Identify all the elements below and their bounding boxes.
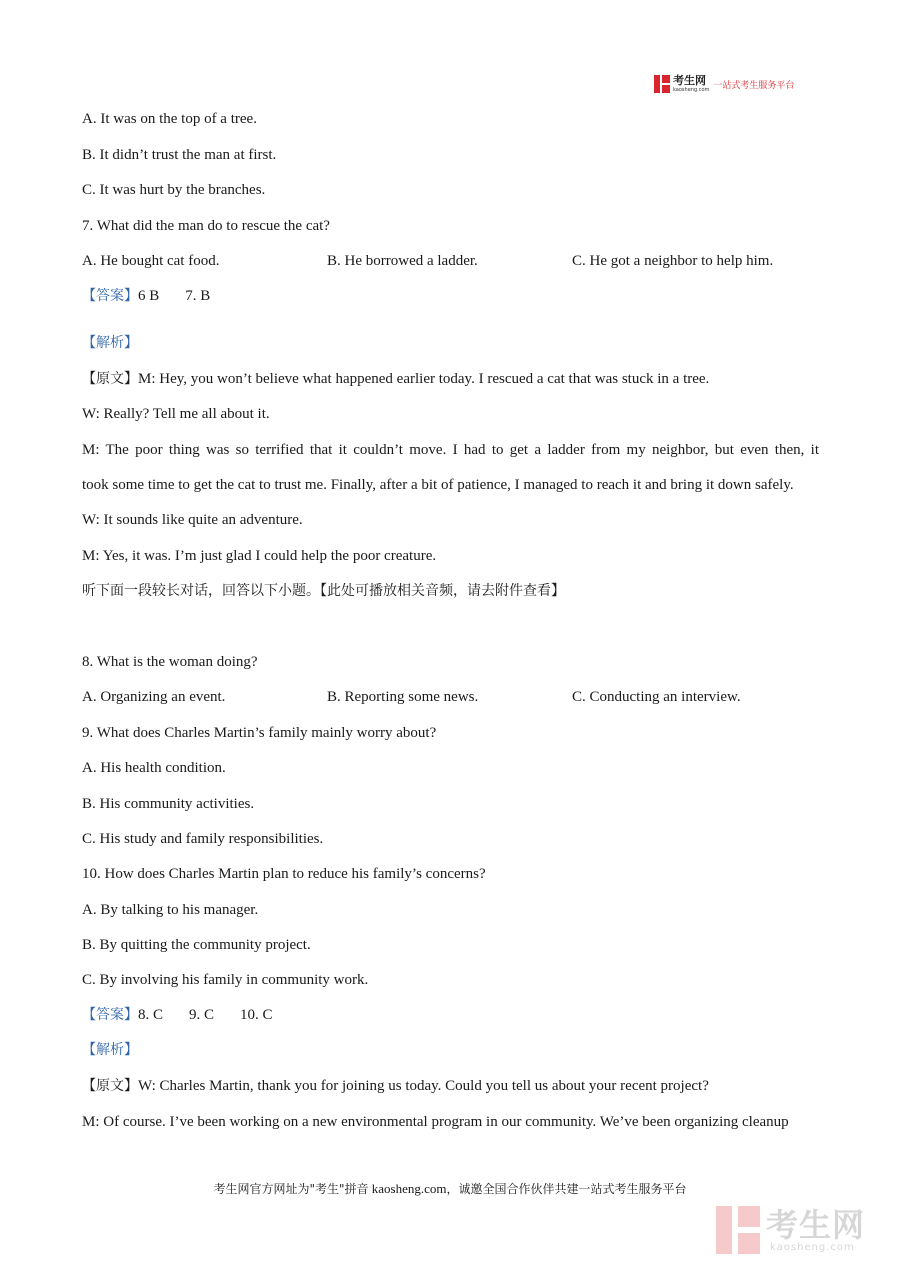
q6-option-c: C. It was hurt by the branches.: [82, 182, 266, 198]
watermark: [716, 1206, 886, 1256]
q8-option-b: B. Reporting some news.: [327, 689, 479, 705]
watermark-url: kaosheng.com: [770, 1242, 855, 1253]
answer-value: 8. C: [138, 1007, 164, 1023]
watermark-name: 考生网: [766, 1206, 866, 1244]
answer-value: 7. B: [185, 288, 211, 304]
listening-instruction: 听下面一段较长对话，回答以下小题。【此处可播放相关音频，请去附件查看】: [82, 583, 565, 599]
answer-line-2: [82, 1005, 273, 1025]
transcript-text: M: Hey, you won’t believe what happened earlier today. I rescued a cat that was stuck in a tree.: [138, 371, 710, 387]
q7-option-a: A. He bought cat food.: [82, 253, 220, 269]
answer-tag: 【答案】: [82, 288, 138, 304]
q7-question: 7. What did the man do to rescue the cat?: [82, 218, 330, 234]
kaosheng-logo-icon: [654, 75, 670, 93]
answer-tag: 【答案】: [82, 1007, 138, 1023]
q9-option-a: A. His health condition.: [82, 760, 226, 776]
q9-option-c: C. His study and family responsibilities.: [82, 831, 324, 847]
transcript-tag: 【原文】: [82, 371, 138, 387]
q9-option-b: B. His community activities.: [82, 796, 255, 812]
transcript-line: [82, 1076, 709, 1096]
q8-question: 8. What is the woman doing?: [82, 654, 258, 670]
page-footer: [0, 1180, 900, 1198]
q8-option-c: C. Conducting an interview.: [572, 689, 741, 705]
footer-text: ，诚邀全国合作伙伴共建一站式考生服务平台: [446, 1182, 687, 1196]
q7-option-b: B. He borrowed a ladder.: [327, 253, 478, 269]
answer-value: 10. C: [240, 1007, 273, 1023]
footer-text: 考生网官方网址为"考生"拼音: [213, 1182, 369, 1196]
logo-url: kaosheng.com: [673, 87, 710, 93]
analysis-tag-2: 【解析】: [82, 1042, 138, 1058]
transcript-line: M: The poor thing was so terrified that it couldn’t move. I had to get a ladder from my neighbor, but even then, it: [82, 442, 819, 458]
transcript-tag: 【原文】: [82, 1078, 138, 1094]
q9-question: 9. What does Charles Martin’s family mainly worry about?: [82, 725, 437, 741]
q10-question: 10. How does Charles Martin plan to reduce his family’s concerns?: [82, 866, 486, 882]
transcript-line: [82, 369, 709, 389]
transcript-line: M: Of course. I’ve been working on a new environmental program in our community. We’ve been organizing cleanup: [82, 1114, 789, 1130]
transcript-line: W: It sounds like quite an adventure.: [82, 512, 303, 528]
answer-line-1: [82, 286, 210, 306]
answer-value: 6 B: [138, 288, 160, 304]
q7-option-c: C. He got a neighbor to help him.: [572, 253, 774, 269]
analysis-tag-1: 【解析】: [82, 335, 138, 351]
header-logo: [654, 74, 794, 94]
q10-option-c: C. By involving his family in community work.: [82, 972, 369, 988]
footer-url: kaosheng.com: [368, 1181, 447, 1196]
transcript-line: M: Yes, it was. I’m just glad I could help the poor creature.: [82, 548, 437, 564]
transcript-text: W: Charles Martin, thank you for joining us today. Could you tell us about your recent project?: [138, 1078, 709, 1094]
q10-option-a: A. By talking to his manager.: [82, 902, 259, 918]
logo-slogan: 一站式考生服务平台: [713, 80, 795, 91]
q6-option-a: A. It was on the top of a tree.: [82, 111, 257, 127]
q8-option-a: A. Organizing an event.: [82, 689, 226, 705]
logo-name: 考生网: [673, 74, 706, 87]
q6-option-b: B. It didn’t trust the man at first.: [82, 147, 277, 163]
transcript-line: took some time to get the cat to trust me. Finally, after a bit of patience, I managed to reach it and bring it down safely.: [82, 477, 794, 493]
answer-value: 9. C: [189, 1007, 215, 1023]
transcript-line: W: Really? Tell me all about it.: [82, 406, 270, 422]
watermark-logo-icon: [716, 1206, 760, 1254]
q10-option-b: B. By quitting the community project.: [82, 937, 311, 953]
